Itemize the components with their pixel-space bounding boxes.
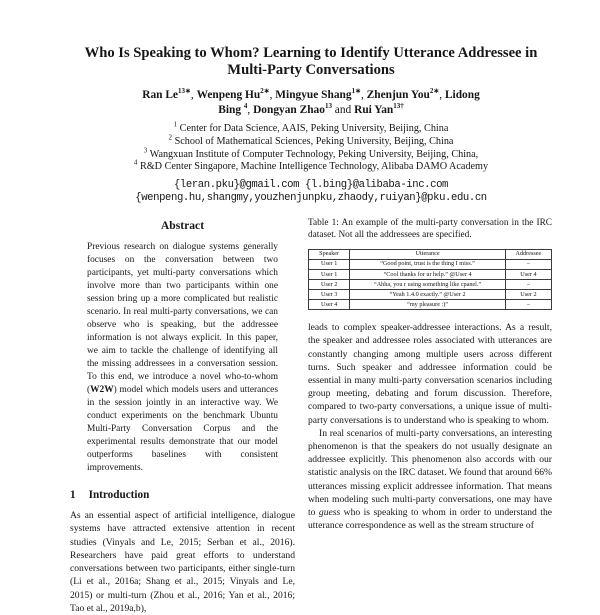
author: Ran $Le^{13∗}$, [142,87,197,102]
affiliation-line: $^4$ R&D Center Singapore, Machine Intelligence Technology, Alibaba DAMO Academy [133,159,489,173]
cell-addressee: – [505,300,551,310]
cell-utterance: “Yeah 1.4.0 exactly.” @User 2 [350,290,506,300]
abstract-heading: Abstract [160,219,205,233]
emphasis-guess: guess [318,507,341,519]
right-column [308,218,552,532]
cell-addressee: User 4 [505,270,551,280]
paper-header [70,45,552,205]
cell-speaker: User 3 [309,290,350,300]
two-column-body [70,218,552,615]
author-footnote-sup: 2∗ [429,87,440,96]
author-footnote-sup: 4 [243,102,248,111]
author: Wenpeng $Hu^{2∗}$, [196,87,276,102]
cell-utterance: “Cool thanks for ur help.” @User 4 [350,270,506,280]
author-emails [70,179,552,205]
author-line [135,88,487,117]
author-footnote-sup: 13 [324,102,332,111]
email-line: {wenpeng.hu,shangmy,youzhenjunpku,zhaody,ruiyan}@pku.edu.cn [135,192,487,205]
cell-addressee: – [505,259,551,269]
cell-utterance: “my pleasure :)” [350,300,506,310]
table-caption: Table 1: An example of the multi-party conversation in the IRC dataset. Not all the addressees are specified. [308,218,552,241]
author-footnote-sup: 13∗ [178,87,191,96]
cell-speaker: User 1 [309,270,350,280]
table-1 [308,249,552,310]
affiliation-line: $^1$ Center for Data Science, AAIS, Peking University, Beijing, China [173,120,449,134]
affiliations [70,120,552,175]
abstract-text: Previous research on dialogue systems generally focuses on the conversation between two participants, yet multi-party conversations which involve more than two participants within one session bring up a more complicated but realistic scenario. In real multi-party conversations, we can observe who is speaking, but the addressee information is not always explicit. In this paper, we aim to tackle the challenge of identifying all the missing addressees in a conversation session. To this end, we introduce a novel who-to-whom (W2W) model which models users and utterances in the session jointly in an interactive way. We conduct experiments on the benchmark Ubuntu Multi-Party Conversation Corpus and the experimental results demonstrate that our model outperforms baselines with consistent improvements. [87,242,278,474]
author: Lidong Bing $^4$, [218,89,480,117]
table-header-row [309,249,552,259]
cell-utterance: “Ahha, you r using something like cpanel.” [350,280,506,290]
affiliation-line: $^3$ Wangxuan Institute of Computer Technology, Peking University, Beijing, China, [143,146,479,160]
email-line: {leran.pku}@gmail.com {l.bing}@alibaba-inc.com [173,179,449,192]
section-number: 1 [70,489,76,502]
author: Dongyan Zhao$^{13}$ and [253,102,355,117]
affiliation-line: $^2$ School of Mathematical Sciences, Peking University, Beijing, China [168,133,454,147]
table-row [309,270,552,280]
table-row [309,300,552,310]
cell-speaker: User 1 [309,259,350,269]
cell-addressee: User 2 [505,290,551,300]
author: Rui Yan$^{13\dagger}$ [354,102,404,117]
column-header-utterance: Utterance [350,249,506,259]
body-paragraph: leads to complex speaker-addressee interactions. As a result, the speaker and addressee roles associated with utterances are constantly changing among multiple users across different turns. Such speaker and addressee information could be essential in many multi-party conversation scenarios including group meeting, debating and forum discussion. Therefore, compared to two-party conversations, a unique issue of multi-party conversations is to understand who is speaking to whom. [308,322,552,426]
cell-utterance: “Good point, trust is the thing I miss.” [350,259,506,269]
table-row [309,259,552,269]
model-name-bold: W2W [90,385,114,396]
paper-title: Who Is Speaking to Whom? Learning to Identify Utterance Addressee in Multi-Party Conversations [84,45,538,79]
author-footnote-sup: 13† [393,102,404,111]
column-header-speaker: Speaker [309,249,350,259]
column-header-addressee: Addressee [505,249,551,259]
cell-speaker: User 2 [309,280,350,290]
author-footnote-sup: 2∗ [260,87,270,96]
abstract-section [70,219,295,475]
author: Mingyue Shang$^{1∗}$, [275,87,367,102]
introduction-paragraph: As an essential aspect of artificial intelligence, dialogue systems have attracted extensive attention in recent studies (Vinyals and Le, 2015; Serban et al., 2016). Researchers have paid great efforts to understand conversations between two participants, either single-turn (Li et al., 2016a; Shang et al., 2015; Vinyals and Le, 2015) or multi-turn (Zhou et al., 2016; Yan et al., 2016; Tao et al., 2019a,b), [70,510,295,614]
table-row [309,280,552,290]
cell-addressee: – [505,280,551,290]
author-footnote-sup: 1∗ [351,87,361,96]
author: Zhenjun You$^{2∗}$, [366,87,445,102]
section-heading-introduction [70,489,295,501]
left-column [70,218,295,615]
cell-speaker: User 4 [309,300,350,310]
body-paragraph: In real scenarios of multi-party conversations, an interesting phenomenon is that the speakers do not usually designate an addressee explicitly. This phenomenon also accords with our statistic analysis on the IRC dataset. We found that around 66% utterances missing explicit addressee information. That means when modeling such multi-party conversations, one may have to guess who is speaking to whom in order to understand the utterance correspondence as well as the stream structure of [308,427,552,532]
table-row [309,290,552,300]
section-title: Introduction [88,489,150,502]
